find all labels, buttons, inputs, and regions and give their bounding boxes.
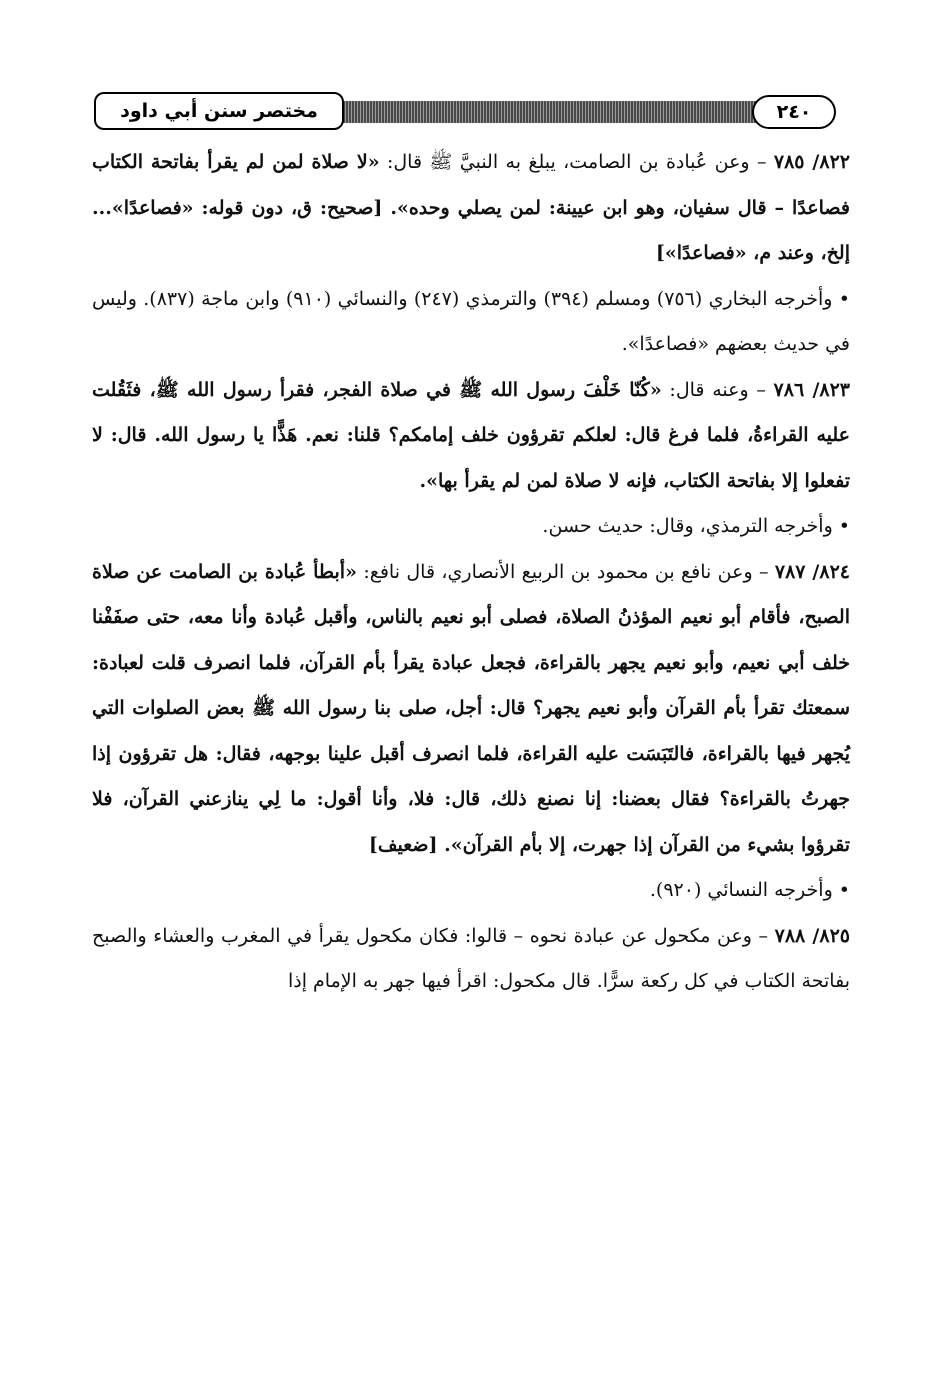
page-body <box>92 140 850 1005</box>
hadith-823 <box>92 368 850 505</box>
hadith-number: ٨٢٢/ ٧٨٥ <box>773 151 851 173</box>
takhrij-note: • وأخرجه البخاري (٧٥٦) ومسلم (٣٩٤) والترمذي (٢٤٧) والنسائي (٩١٠) وابن ماجة (٨٣٧). وليس في حديث بعضهم «فصاعدًا». <box>92 287 850 355</box>
hadith-825 <box>92 914 850 1005</box>
hadith-822 <box>92 140 850 277</box>
book-title: مختصر سنن أبي داود <box>94 92 344 130</box>
page-number: ٢٤٠ <box>752 95 836 129</box>
hadith-text: «أبطأ عُبادة بن الصامت عن صلاة الصبح، فأقام أبو نعيم المؤذنُ الصلاة، فصلى أبو نعيم بالناس، وأقبل عُبادة وأنا معه، حتى صفَفْنا خلف أبي نعيم، وأبو نعيم يجهر بالقراءة، فجعل عبادة يقرأ بأم القرآن، فلما انصرف قلت لعبادة: سمعتك تقرأ بأم القرآن وأبو نعيم يجهر؟ قال: أجل، صلى بنا رسول الله ﷺ بعض الصلوات التي يُجهر فيها بالقراءة، فالتَبَسَت عليه القراءة، فلما انصرف أقبل علينا بوجهه، فقال: هل تقرؤون إذا جهرتُ بالقراءة؟ فقال بعضنا: إنا نصنع ذلك، قال: فلا، وأنا أقول: ما لِي ينازعني القرآن، فلا تقرؤوا بشيء من القرآن إذا جهرت، إلا بأم القرآن». [ضعيف] <box>92 560 850 856</box>
hadith-intro: – وعن مكحول عن عبادة نحوه – قالوا: فكان مكحول يقرأ في المغرب والعشاء والصبح بفاتحة الكتاب في كل ركعة سرًّا. قال مكحول: اقرأ فيها جهر به الإمام إذا <box>92 924 850 992</box>
page-header <box>100 90 832 136</box>
hadith-intro: – وعن نافع بن محمود بن الربيع الأنصاري، قال نافع: <box>356 560 775 583</box>
takhrij-note: • وأخرجه الترمذي، وقال: حديث حسن. <box>542 515 850 537</box>
hadith-number: ٨٢٣/ ٧٨٦ <box>773 378 851 401</box>
hadith-text: «كُنّا خَلْفَ رسول الله ﷺ في صلاة الفجر، فقرأ رسول الله ﷺ، فثَقُلت عليه القراءةُ، فلما فرغ قال: لعلكم تقرؤون خلف إمامكم؟ قلنا: نعم. هَذًّا يا رسول الله. قال: لا تفعلوا إلا بفاتحة الكتاب، فإنه لا صلاة لمن لم يقرأ بها». <box>92 378 850 492</box>
hadith-intro: – وعنه قال: <box>661 378 774 401</box>
hadith-intro: – وعن عُبادة بن الصامت، يبلغ به النبيَّ ﷺ قال: <box>379 151 774 173</box>
hadith-text: «لا صلاة لمن لم يقرأ بفاتحة الكتاب فصاعدًا – قال سفيان، وهو ابن عيينة: لمن يصلي وحده». [صحيح: ق، دون قوله: «فصاعدًا»... إلخ، وعند م، «فصاعدًا»] <box>92 151 850 264</box>
hadith-824 <box>92 550 850 869</box>
takhrij-note: • وأخرجه النسائي (٩٢٠). <box>649 879 850 901</box>
hadith-number: ٨٢٥/ ٧٨٨ <box>774 924 850 947</box>
hadith-number: ٨٢٤/ ٧٨٧ <box>774 560 850 583</box>
